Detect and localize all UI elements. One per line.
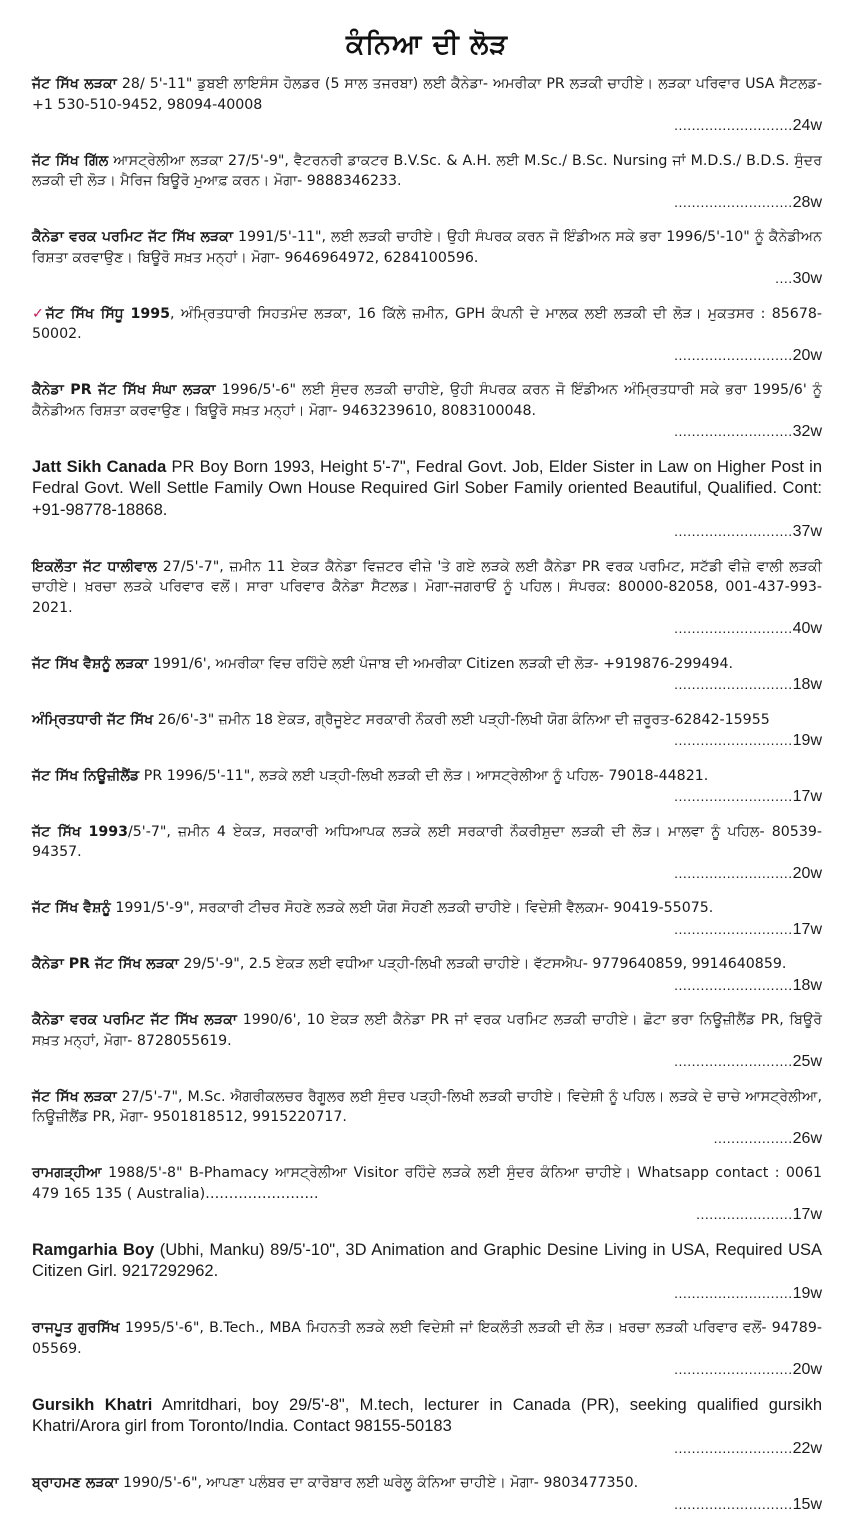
ad-entry [32,1163,822,1226]
leader-dots: ........................... [674,347,793,363]
ad-code: 24w [793,117,822,134]
ad-text: 1991/5'-9", ਸਰਕਾਰੀ ਟੀਚਰ ਸੋਹਣੇ ਲੜਕੇ ਲਈ ਯੋਗ ਸੋਹਣੀ ਲੜਕੀ ਚਾਹੀਏ। ਵਿਦੇਸ਼ੀ ਵੈਲਕਮ- 90419-55075. [111,900,714,916]
ad-list [32,74,822,1515]
ad-text: 1995/5'-6", B.Tech., MBA ਮਿਹਨਤੀ ਲੜਕੇ ਲਈ ਵਿਦੇਸ਼ੀ ਜਾਂ ਇਕਲੌਤੀ ਲੜਕੀ ਦੀ ਲੋੜ। ਖ਼ਰਚਾ ਲੜਕੀ ਪਰਿਵਾਰ ਵਲੋਂ- 94789-05569. [32,1320,822,1357]
ad-code: 18w [793,676,822,693]
ad-code-row [32,268,822,290]
leader-dots: ........................... [674,423,793,439]
ad-text: (Ubhi, Manku) 89/5'-10", 3D Animation and Graphic Desine Living in USA, Required USA Citizen Girl. 9217292962. [32,1241,822,1281]
ad-entry [32,766,822,808]
ad-entry [32,227,822,290]
ad-text: Amritdhari, boy 29/5'-8", M.tech, lecturer in Canada (PR), seeking qualified gursikh Khatri/Arora girl from Toronto/India. Contact 98155-50183 [32,1396,822,1436]
ad-text: PR Boy Born 1993, Height 5'-7", Fedral Govt. Job, Elder Sister in Law on Higher Post in Fedral Govt. Well Settle Family Own House Required Girl Sober Family oriented Beautiful, Qualified. Cont: +91-98778-18868. [32,458,822,519]
ad-code: 28w [793,194,822,211]
leader-dots: ........................... [674,523,793,539]
ad-code-row [32,1283,822,1305]
ad-lead: ਰਾਜਪੂਤ ਗੁਰਸਿੱਖ [32,1320,120,1336]
ad-entry [32,304,822,367]
ad-lead: Ramgarhia Boy [32,1241,154,1259]
ad-code: 17w [793,788,822,805]
ad-entry [32,1010,822,1073]
ad-code: 19w [793,1285,822,1302]
leader-dots: ........................... [674,1285,793,1301]
leader-dots: ........................... [674,194,793,210]
leader-dots: ........................... [674,1440,793,1456]
ad-code-row [32,786,822,808]
ad-lead: ਜੱਟ ਸਿੱਖ ਲੜਕਾ [32,1089,117,1105]
ad-text: 28/ 5'-11" ਡੁਬਈ ਲਾਇਸੰਸ ਹੋਲਡਰ (5 ਸਾਲ ਤਜਰਬਾ) ਲਈ ਕੈਨੇਡਾ- ਅਮਰੀਕਾ PR ਲੜਕੀ ਚਾਹੀਏ। ਲੜਕਾ ਪਰਿਵਾਰ USA ਸੈਟਲਡ- +1 530-510-9452, 98094-40008 [32,76,822,113]
leader-dots: .................. [714,1130,793,1146]
ad-code-row [32,1204,822,1226]
ad-text: 26/6'-3" ਜ਼ਮੀਨ 18 ਏਕੜ, ਗ੍ਰੈਜੂਏਟ ਸਰਕਾਰੀ ਨੌਕਰੀ ਲਈ ਪੜ੍ਹੀ-ਲਿਖੀ ਯੋਗ ਕੰਨਿਆ ਦੀ ਜ਼ਰੂਰਤ-62842-15955 [153,712,769,728]
ad-text: 29/5'-9", 2.5 ਏਕੜ ਲਈ ਵਧੀਆ ਪੜ੍ਹੀ-ਲਿਖੀ ਲੜਕੀ ਚਾਹੀਏ। ਵੱਟਸਐਪ- 9779640859, 9914640859. [179,956,787,972]
ad-text: , ਅੰਮ੍ਰਿਤਧਾਰੀ ਸਿਹਤਮੰਦ ਲੜਕਾ, 16 ਕਿੱਲੇ ਜ਼ਮੀਨ, GPH ਕੰਪਨੀ ਦੇ ਮਾਲਕ ਲਈ ਲੜਕੀ ਦੀ ਲੋੜ। ਮੁਕਤਸਰ : 85678-50002. [32,306,822,343]
ad-code-row [32,115,822,137]
ad-entry [32,710,822,752]
ad-code: 32w [793,423,822,440]
ad-lead: ਕੈਨੇਡਾ PR ਜੱਟ ਸਿੱਖ ਸੰਘਾ ਲੜਕਾ [32,382,216,398]
ad-code: 20w [793,865,822,882]
ad-entry [32,151,822,214]
ad-code: 20w [793,1361,822,1378]
ad-code-row [32,618,822,640]
ad-code-row [32,192,822,214]
ad-lead: Jatt Sikh Canada [32,458,166,476]
ad-code-row [32,863,822,885]
ad-code: 25w [793,1053,822,1070]
leader-dots: .... [775,270,793,286]
leader-dots: ........................... [674,921,793,937]
ad-lead: ਜੱਟ ਸਿੱਖ 1993 [32,824,128,840]
ad-text: 1990/5'-6", ਆਪਣਾ ਪਲੰਬਰ ਦਾ ਕਾਰੋਬਾਰ ਲਈ ਘਰੇਲੂ ਕੰਨਿਆ ਚਾਹੀਏ। ਮੋਗਾ- 9803477350. [119,1475,639,1491]
ad-entry [32,954,822,996]
leader-dots: ........................... [674,676,793,692]
ad-code-row [32,919,822,941]
ad-code-row [32,1494,822,1515]
leader-dots: ........................... [674,788,793,804]
ad-code-row [32,674,822,696]
page-title: ਕੰਨਿਆ ਦੀ ਲੋੜ [32,26,822,64]
ad-text: 27/5'-7", ਜ਼ਮੀਨ 11 ਏਕੜ ਕੈਨੇਡਾ ਵਿਜ਼ਟਰ ਵੀਜ਼ੇ 'ਤੇ ਗਏ ਲੜਕੇ ਲਈ ਕੈਨੇਡਾ PR ਵਰਕ ਪਰਮਿਟ, ਸਟੱਡੀ ਵੀਜ਼ੇ ਵਾਲੀ ਲੜਕੀ ਚਾਹੀਏ। ਖ਼ਰਚਾ ਲੜਕੇ ਪਰਿਵਾਰ ਵਲੋਂ। ਸਾਰਾ ਪਰਿਵਾਰ ਕੈਨੇਡਾ ਸੈਟਲਡ। ਮੋਗਾ-ਜਗਰਾਓਂ ਨੂੰ ਪਹਿਲ। ਸੰਪਰਕ: 80000-82058, 001-437-993-2021. [32,559,822,616]
ad-lead: ਜੱਟ ਸਿੱਖ ਵੈਸ਼ਨੂੰ [32,900,111,916]
leader-dots: ........................... [674,1361,793,1377]
leader-dots: ........................... [674,117,793,133]
ad-code: 17w [793,1206,822,1223]
ad-text: ਆਸਟ੍ਰੇਲੀਆ ਲੜਕਾ 27/5'-9", ਵੈਟਰਨਰੀ ਡਾਕਟਰ B.V.Sc. & A.H. ਲਈ M.Sc./ B.Sc. Nursing ਜਾਂ M.D.S./ B.D.S. ਸੁੰਦਰ ਲੜਕੀ ਦੀ ਲੋੜ। ਮੈਰਿਜ ਬਿਊਰੋ ਮੁਆਫ਼ ਕਰਨ। ਮੋਗਾ- 9888346233. [32,153,822,190]
ad-code: 22w [793,1440,822,1457]
ad-entry [32,1395,822,1460]
ad-code: 26w [793,1130,822,1147]
ad-code: 20w [793,347,822,364]
ad-code-row [32,1359,822,1381]
leader-dots: ........................... [674,1053,793,1069]
ad-lead: ਕੈਨੇਡਾ ਵਰਕ ਪਰਮਿਟ ਜੱਟ ਸਿੱਖ ਲੜਕਾ [32,229,233,245]
leader-dots: ........................... [674,977,793,993]
ad-text: 1990/6', 10 ਏਕੜ ਲਈ ਕੈਨੇਡਾ PR ਜਾਂ ਵਰਕ ਪਰਮਿਟ ਲੜਕੀ ਚਾਹੀਏ। ਛੋਟਾ ਭਰਾ ਨਿਊਜ਼ੀਲੈਂਡ PR, ਬਿਊਰੋ ਸਖ਼ਤ ਮਨ੍ਹਾਂ, ਮੋਗਾ- 8728055619. [32,1012,822,1049]
ad-lead: ਬ੍ਰਾਹਮਣ ਲੜਕਾ [32,1475,119,1491]
ad-text: 1988/5'-8" B-Phamacy ਆਸਟ੍ਰੇਲੀਆ Visitor ਰਹਿੰਦੇ ਲੜਕੇ ਲਈ ਸੁੰਦਰ ਕੰਨਿਆ ਚਾਹੀਏ। Whatsapp contact : 0061 479 165 135 ( Australia)…………………… [32,1165,822,1202]
ad-lead: ਜੱਟ ਸਿੱਖ ਸਿੱਧੂ 1995 [46,306,170,322]
leader-dots: ........................... [674,865,793,881]
ad-code: 18w [793,977,822,994]
leader-dots: ........................... [674,620,793,636]
leader-dots: ........................... [674,1496,793,1512]
ad-lead: Gursikh Khatri [32,1396,152,1414]
ad-text: 1991/5'-11", ਲਈ ਲੜਕੀ ਚਾਹੀਏ। ਉਹੀ ਸੰਪਰਕ ਕਰਨ ਜੋ ਇੰਡੀਅਨ ਸਕੇ ਭਰਾ 1996/5'-10" ਨੂੰ ਕੈਨੇਡੀਅਨ ਰਿਸ਼ਤਾ ਕਰਵਾਉਣ। ਬਿਊਰੋ ਸਖ਼ਤ ਮਨ੍ਹਾਂ। ਮੋਗਾ- 9646964972, 6284100596. [32,229,822,266]
ad-lead: ਇਕਲੌਤਾ ਜੱਟ ਧਾਲੀਵਾਲ [32,559,157,575]
ad-code-row [32,421,822,443]
ad-lead: ਰਾਮਗੜ੍ਹੀਆ [32,1165,102,1181]
ad-text: 1996/5'-6" ਲਈ ਸੁੰਦਰ ਲੜਕੀ ਚਾਹੀਏ, ਉਹੀ ਸੰਪਰਕ ਕਰਨ ਜੋ ਇੰਡੀਅਨ ਅੰਮ੍ਰਿਤਧਾਰੀ ਸਕੇ ਭਰਾ 1995/6' ਨੂੰ ਕੈਨੇਡੀਅਨ ਰਿਸ਼ਤਾ ਕਰਵਾਉਣ। ਬਿਊਰੋ ਸਖ਼ਤ ਮਨ੍ਹਾਂ। ਮੋਗਾ- 9463239610, 8083100048. [32,382,822,419]
ad-code-row [32,1438,822,1460]
ad-code-row [32,730,822,752]
ad-entry [32,74,822,137]
ad-code: 15w [793,1496,822,1513]
ad-entry [32,822,822,885]
ad-entry [32,1473,822,1515]
ad-code-row [32,345,822,367]
ad-lead: ਕੈਨੇਡਾ ਵਰਕ ਪਰਮਿਟ ਜੱਟ ਸਿੱਖ ਲੜਕਾ [32,1012,237,1028]
ad-lead: ਜੱਟ ਸਿੱਖ ਗਿੱਲ [32,153,108,169]
ad-entry [32,654,822,696]
ad-entry [32,1087,822,1150]
checkmark-icon: ✓ [32,306,46,322]
ad-entry [32,1240,822,1305]
ad-code: 19w [793,732,822,749]
ad-code: 40w [793,620,822,637]
ad-code: 17w [793,921,822,938]
ad-code-row [32,1128,822,1150]
ad-lead: ਕੈਨੇਡਾ PR ਜੱਟ ਸਿੱਖ ਲੜਕਾ [32,956,179,972]
ad-entry [32,898,822,940]
ad-entry [32,557,822,640]
ad-code: 37w [793,523,822,540]
ad-code: 30w [793,270,822,287]
ad-text: 1991/6', ਅਮਰੀਕਾ ਵਿਚ ਰਹਿੰਦੇ ਲਈ ਪੰਜਾਬ ਦੀ ਅਮਰੀਕਾ Citizen ਲੜਕੀ ਦੀ ਲੋੜ- +919876-299494. [148,656,733,672]
ad-text: /5'-7", ਜ਼ਮੀਨ 4 ਏਕੜ, ਸਰਕਾਰੀ ਅਧਿਆਪਕ ਲੜਕੇ ਲਈ ਸਰਕਾਰੀ ਨੌਕਰੀਸ਼ੁਦਾ ਲੜਕੀ ਦੀ ਲੋੜ। ਮਾਲਵਾ ਨੂੰ ਪਹਿਲ- 80539-94357. [32,824,822,861]
ad-lead: ਅੰਮ੍ਰਿਤਧਾਰੀ ਜੱਟ ਸਿੱਖ [32,712,153,728]
ad-code-row [32,1051,822,1073]
leader-dots: ........................... [674,732,793,748]
ad-lead: ਜੱਟ ਸਿੱਖ ਨਿਊਜ਼ੀਲੈਂਡ [32,768,139,784]
ad-entry [32,457,822,543]
ad-text: 27/5'-7", M.Sc. ਐਗਰੀਕਲਚਰ ਰੈਗੂਲਰ ਲਈ ਸੁੰਦਰ ਪੜ੍ਹੀ-ਲਿਖੀ ਲੜਕੀ ਚਾਹੀਏ। ਵਿਦੇਸ਼ੀ ਨੂੰ ਪਹਿਲ। ਲੜਕੇ ਦੇ ਚਾਚੇ ਆਸਟ੍ਰੇਲੀਆ, ਨਿਊਜ਼ੀਲੈਂਡ PR, ਮੋਗਾ- 9501818512, 9915220717. [32,1089,822,1126]
ad-text: PR 1996/5'-11", ਲੜਕੇ ਲਈ ਪੜ੍ਹੀ-ਲਿਖੀ ਲੜਕੀ ਦੀ ਲੋੜ। ਆਸਟ੍ਰੇਲੀਆ ਨੂੰ ਪਹਿਲ- 79018-44821. [139,768,708,784]
ad-entry [32,1318,822,1381]
ad-code-row [32,521,822,543]
ad-lead: ਜੱਟ ਸਿੱਖ ਵੈਸ਼ਨੂੰ ਲੜਕਾ [32,656,148,672]
ad-code-row [32,975,822,997]
ad-entry [32,380,822,443]
ad-lead: ਜੱਟ ਸਿੱਖ ਲੜਕਾ [32,76,117,92]
leader-dots: ...................... [696,1206,793,1222]
